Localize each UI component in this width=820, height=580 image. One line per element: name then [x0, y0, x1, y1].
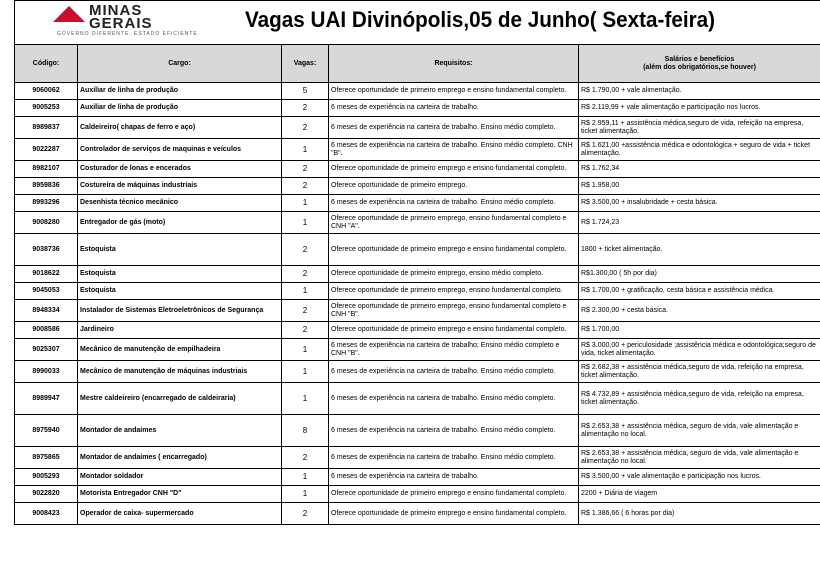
job-title: Operador de caixa- supermercado — [78, 503, 282, 525]
job-requirements: Oferece oportunidade de primeiro emprego e ensino fundamental completo. — [329, 486, 579, 503]
job-openings: 5 — [282, 83, 329, 100]
job-code: 8975940 — [15, 415, 78, 447]
job-salary: R$ 3.500,00 + vale alimentação e participação nos lucros. — [579, 469, 820, 486]
table-row — [15, 339, 820, 361]
job-code: 9005253 — [15, 100, 78, 117]
job-code: 9022820 — [15, 486, 78, 503]
col-salarios-line2: (além dos obrigatórios,se houver) — [643, 63, 756, 71]
jobs-table — [14, 44, 820, 525]
job-openings: 1 — [282, 339, 329, 361]
job-title: Estoquista — [78, 283, 282, 300]
job-title: Montador de andaimes — [78, 415, 282, 447]
job-salary: R$ 3.500,00 + insalubridade + cesta básica. — [579, 195, 820, 212]
job-openings: 1 — [282, 469, 329, 486]
table-row — [15, 486, 820, 503]
job-salary: R$ 1.386,66 ( 6 horas por dia) — [579, 503, 820, 525]
table-row — [15, 383, 820, 415]
job-code: 8990033 — [15, 361, 78, 383]
job-code: 9022287 — [15, 139, 78, 161]
job-requirements: Oferece oportunidade de primeiro emprego e ensino fundamental completo. — [329, 234, 579, 266]
logo-tagline: GOVERNO DIFERENTE. ESTADO EFICIENTE. — [57, 31, 201, 37]
job-openings: 2 — [282, 447, 329, 469]
job-requirements: Oferece oportunidade de primeiro emprego e ensino fundamental completo. — [329, 161, 579, 178]
job-openings: 8 — [282, 415, 329, 447]
job-salary: R$ 2.653,38 + assistência médica, seguro de vida, vale alimentação e alimentação no local. — [579, 415, 820, 447]
job-requirements: Oferece oportunidade de primeiro emprego. — [329, 178, 579, 195]
job-requirements: Oferece oportunidade de primeiro emprego, ensino fundamental completo e CNH "A". — [329, 212, 579, 234]
table-row — [15, 322, 820, 339]
job-title: Instalador de Sistemas Eletroeletrônicos de Segurança — [78, 300, 282, 322]
job-code: 8989837 — [15, 117, 78, 139]
job-title: Caldeireiro( chapas de ferro e aço) — [78, 117, 282, 139]
job-code: 8982107 — [15, 161, 78, 178]
triangle-logo-icon — [49, 4, 89, 24]
job-openings: 2 — [282, 266, 329, 283]
job-requirements: Oferece oportunidade de primeiro emprego e ensino fundamental completo. — [329, 322, 579, 339]
job-requirements: Oferece oportunidade de primeiro emprego, ensino fundamental completo. — [329, 283, 579, 300]
job-title: Mestre caldeireiro (encarregado de caldeiraria) — [78, 383, 282, 415]
logo-text — [89, 4, 153, 30]
table-row — [15, 415, 820, 447]
table-row — [15, 195, 820, 212]
job-title: Auxiliar de linha de produção — [78, 83, 282, 100]
job-requirements: 6 meses de experiência na carteira de trabalho. — [329, 469, 579, 486]
job-code: 8948334 — [15, 300, 78, 322]
job-salary: R$ 1.700,00 — [579, 322, 820, 339]
job-openings: 2 — [282, 300, 329, 322]
job-salary: R$ 1.621,00 +assistência médica e odontológica + seguro de vida + ticket alimentação. — [579, 139, 820, 161]
minas-gerais-logo — [49, 2, 201, 38]
job-salary: R$ 1.790,00 + vale alimentação. — [579, 83, 820, 100]
table-row — [15, 100, 820, 117]
job-code: 8959836 — [15, 178, 78, 195]
page-title: Vagas UAI Divinópolis,05 de Junho( Sexta-feira) — [245, 7, 716, 32]
job-salary: R$ 1.762,34 — [579, 161, 820, 178]
table-row — [15, 83, 820, 100]
table-row — [15, 178, 820, 195]
table-row — [15, 469, 820, 486]
job-openings: 2 — [282, 503, 329, 525]
job-title: Estoquista — [78, 266, 282, 283]
table-row — [15, 283, 820, 300]
job-requirements: 6 meses de experiência na carteira de trabalho. Ensino médio completo. — [329, 383, 579, 415]
job-title: Mecânico de manutenção de máquinas industriais — [78, 361, 282, 383]
job-requirements: 6 meses de experiência na carteira de trabalho. Ensino médio completo. CNH "B". — [329, 139, 579, 161]
job-title: Desenhista técnico mecânico — [78, 195, 282, 212]
job-requirements: Oferece oportunidade de primeiro emprego, ensino fundamental completo e CNH "B". — [329, 300, 579, 322]
job-requirements: 6 meses de experiência na carteira de trabalho. Ensino médio completo. — [329, 117, 579, 139]
job-code: 9025307 — [15, 339, 78, 361]
job-requirements: 6 meses de experiência na carteira de trabalho. — [329, 100, 579, 117]
job-title: Montador soldador — [78, 469, 282, 486]
col-vagas: Vagas: — [282, 45, 329, 83]
job-salary: R$ 2.300,00 + cesta básica. — [579, 300, 820, 322]
job-requirements: Oferece oportunidade de primeiro emprego e ensino fundamental completo. — [329, 503, 579, 525]
job-salary: R$ 1.724,23 — [579, 212, 820, 234]
job-title: Controlador de serviços de maquinas e veículos — [78, 139, 282, 161]
job-salary: 1800 + ticket alimentação. — [579, 234, 820, 266]
job-openings: 1 — [282, 212, 329, 234]
job-requirements: 6 meses de experiência na carteira de trabalho. Ensino médio completo. — [329, 415, 579, 447]
col-requisitos: Requisitos: — [329, 45, 579, 83]
table-header-row — [15, 45, 820, 83]
job-requirements: 6 meses de experiência na carteira de trabalho. Ensino médio completo. — [329, 447, 579, 469]
job-code: 9060062 — [15, 83, 78, 100]
table-row — [15, 361, 820, 383]
job-openings: 2 — [282, 234, 329, 266]
job-requirements: 6 meses de experiência na carteira de trabalho. Ensino médio completo. — [329, 195, 579, 212]
job-salary: R$ 2.682,38 + assistência médica,seguro de vida, refeição na empresa, ticket alimentação. — [579, 361, 820, 383]
job-openings: 1 — [282, 283, 329, 300]
job-code: 9038736 — [15, 234, 78, 266]
col-codigo: Código: — [15, 45, 78, 83]
table-row — [15, 117, 820, 139]
job-code: 9005293 — [15, 469, 78, 486]
job-openings: 2 — [282, 117, 329, 139]
col-cargo: Cargo: — [78, 45, 282, 83]
job-title: Costureira de máquinas industriais — [78, 178, 282, 195]
job-openings: 2 — [282, 178, 329, 195]
job-title: Jardineiro — [78, 322, 282, 339]
logo-line2: GERAIS — [89, 15, 153, 32]
job-salary: R$ 1.700,00 + gratificação, cesta básica e assistência médica. — [579, 283, 820, 300]
job-salary: R$ 2.119,99 + vale alimentação e participação nos lucros. — [579, 100, 820, 117]
col-salarios — [579, 45, 820, 83]
job-salary: 2200 + Diária de viagem — [579, 486, 820, 503]
job-openings: 1 — [282, 195, 329, 212]
job-openings: 2 — [282, 100, 329, 117]
job-code: 8975865 — [15, 447, 78, 469]
job-code: 8989947 — [15, 383, 78, 415]
job-title: Auxiliar de linha de produção — [78, 100, 282, 117]
table-row — [15, 447, 820, 469]
table-row — [15, 212, 820, 234]
job-code: 9018622 — [15, 266, 78, 283]
job-title: Costurador de lonas e encerados — [78, 161, 282, 178]
col-salarios-line1: Salários e benefícios — [664, 55, 735, 63]
job-title: Montador de andaimes ( encarregado) — [78, 447, 282, 469]
job-openings: 1 — [282, 383, 329, 415]
job-code: 8993296 — [15, 195, 78, 212]
table-row — [15, 300, 820, 322]
job-openings: 1 — [282, 139, 329, 161]
page-header — [14, 0, 820, 46]
job-openings: 1 — [282, 361, 329, 383]
job-salary: R$ 3.000,00 + periculosidade ;assistência médica e odontológica;seguro de vida, ticket alimentação. — [579, 339, 820, 361]
job-salary: R$ 4.732,89 + assistência médica,seguro de vida, refeição na empresa, ticket alimentação. — [579, 383, 820, 415]
job-title: Mecânico de manutenção de empilhadeira — [78, 339, 282, 361]
job-salary: R$ 1.958,00 — [579, 178, 820, 195]
logo-line1: MINAS — [89, 2, 143, 19]
job-requirements: Oferece oportunidade de primeiro emprego, ensino médio completo. — [329, 266, 579, 283]
job-code: 9008586 — [15, 322, 78, 339]
job-title: Estoquista — [78, 234, 282, 266]
job-salary: R$ 2.653,38 + assistência médica, seguro de vida, vale alimentação e alimentação no local. — [579, 447, 820, 469]
table-row — [15, 139, 820, 161]
job-openings: 2 — [282, 161, 329, 178]
job-code: 9045053 — [15, 283, 78, 300]
table-row — [15, 266, 820, 283]
job-code: 9008423 — [15, 503, 78, 525]
job-openings: 2 — [282, 322, 329, 339]
job-requirements: Oferece oportunidade de primeiro emprego e ensino fundamental completo. — [329, 83, 579, 100]
job-title: Motorista Entregador CNH "D" — [78, 486, 282, 503]
job-salary: R$1.300,00 ( 5h por dia) — [579, 266, 820, 283]
job-openings: 1 — [282, 486, 329, 503]
job-requirements: 6 meses de experiência na carteira de trabalho. Ensino médio completo. — [329, 361, 579, 383]
job-code: 9008280 — [15, 212, 78, 234]
table-row — [15, 234, 820, 266]
job-salary: R$ 2.959,11 + assistência médica,seguro de vida, refeição na empresa, ticket alimentação. — [579, 117, 820, 139]
job-title: Entregador de gás (moto) — [78, 212, 282, 234]
table-row — [15, 161, 820, 178]
table-row — [15, 503, 820, 525]
job-requirements: 6 meses de experiência na carteira de trabalho; Ensino médio completo e CNH "B". — [329, 339, 579, 361]
